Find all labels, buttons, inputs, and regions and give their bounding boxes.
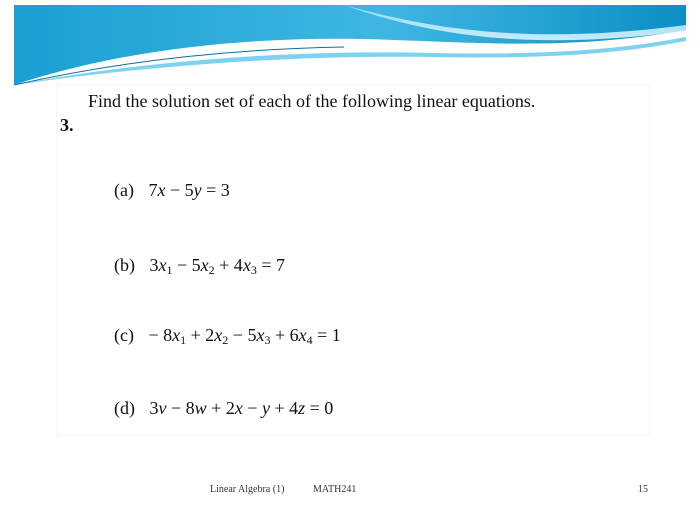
equation-d-label: (d) bbox=[114, 398, 135, 418]
equation-c-math: − $8x_1 + 2x_2 - 5x_3 + 6x_4 = 1$ bbox=[148, 325, 341, 347]
footer-course: Linear Algebra (1) bbox=[210, 484, 285, 495]
header-banner bbox=[14, 5, 686, 85]
equation-a-label: (a) bbox=[114, 180, 134, 200]
equation-c bbox=[114, 325, 341, 348]
equation-a bbox=[114, 180, 230, 201]
question-heading: Find the solution set of each of the following linear equations. bbox=[88, 91, 536, 111]
equation-a-math: 7x − 5y = 3 bbox=[148, 180, 230, 200]
equation-c-label: (c) bbox=[114, 325, 134, 345]
equation-d bbox=[114, 398, 333, 419]
problem-number: 3. bbox=[60, 115, 74, 135]
footer-code: MATH241 bbox=[313, 484, 357, 495]
equation-b bbox=[114, 255, 285, 278]
footer-page-number: 15 bbox=[638, 484, 648, 495]
equation-b-math: $3x_1 - 5x_2 + 4x_3 = 7$ bbox=[149, 255, 285, 277]
equation-b-label: (b) bbox=[114, 255, 135, 275]
equation-d-math: 3v − 8w + 2x − y + 4z = 0 bbox=[149, 398, 334, 418]
